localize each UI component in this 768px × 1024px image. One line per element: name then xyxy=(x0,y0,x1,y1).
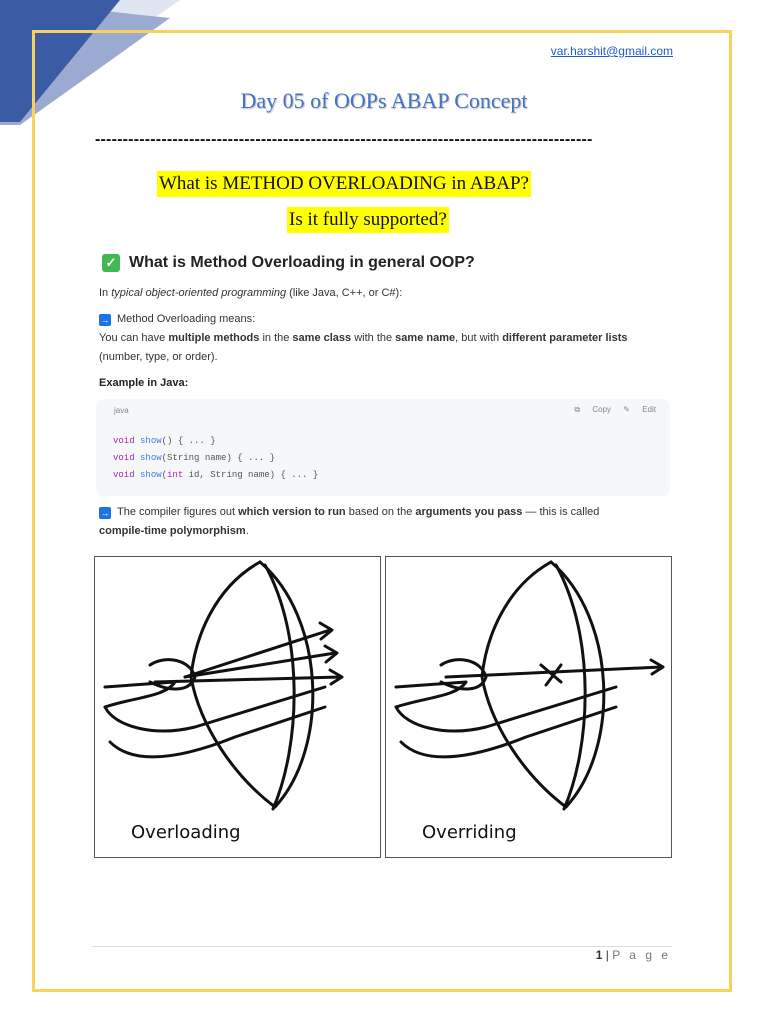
intro-text xyxy=(99,284,402,303)
question-supported: Is it fully supported? xyxy=(287,207,449,233)
code-block xyxy=(96,399,670,496)
desc-part: with the xyxy=(351,332,396,344)
code-function: show xyxy=(140,453,162,463)
intro-prefix: In xyxy=(99,287,112,299)
code-keyword: void xyxy=(113,470,135,480)
arrow-icon: → xyxy=(100,508,110,518)
arrow-icon: → xyxy=(100,315,110,325)
compile-bold: which version to run xyxy=(238,506,346,518)
compile-part: — this is called xyxy=(522,506,600,518)
desc-part: in the xyxy=(259,332,293,344)
footer-divider xyxy=(92,946,672,947)
desc-part: You can have xyxy=(99,332,169,344)
desc-bold: different parameter lists xyxy=(502,332,628,344)
edit-label: Edit xyxy=(642,405,656,414)
code-rest: ( xyxy=(161,470,168,480)
code-rest: id, String name) { ... } xyxy=(183,470,319,480)
compile-part: The compiler figures out xyxy=(117,506,239,518)
desc-bold: same name xyxy=(395,332,456,344)
code-function: show xyxy=(140,470,162,480)
example-label: Example in Java: xyxy=(99,377,189,389)
section-heading-text: What is Method Overloading in general OOP? xyxy=(129,254,475,271)
desc-bold: same class xyxy=(292,332,352,344)
code-rest: () { ... } xyxy=(161,436,216,446)
copy-label: Copy xyxy=(592,405,612,414)
edit-button[interactable]: ✎ Edit xyxy=(623,405,656,414)
desc-bold: multiple methods xyxy=(168,332,260,344)
code-keyword: int xyxy=(167,470,184,480)
intro-suffix: (like Java, C++, or C#): xyxy=(286,287,403,299)
section-heading xyxy=(102,254,475,272)
code-keyword: void xyxy=(113,453,135,463)
code-line xyxy=(113,436,216,446)
compile-bold: compile-time polymorphism xyxy=(99,525,246,537)
desc-part: , but with xyxy=(455,332,503,344)
page-number xyxy=(596,948,671,962)
meaning-label: Method Overloading xyxy=(117,313,217,325)
code-actions xyxy=(564,405,656,415)
code-language: java xyxy=(114,406,129,415)
compile-bold: arguments you pass xyxy=(415,506,523,518)
code-rest: (String name) { ... } xyxy=(161,453,276,463)
compile-part: . xyxy=(245,525,249,537)
overriding-label: Overriding xyxy=(422,822,517,843)
divider: ------------------------------------------------------------------------------------------ xyxy=(95,131,593,148)
check-icon: ✓ xyxy=(102,254,120,272)
overloading-image xyxy=(94,556,381,858)
intro-emphasis: typical object-oriented programming xyxy=(111,287,287,299)
meaning-line xyxy=(99,310,255,329)
overriding-image xyxy=(385,556,672,858)
meaning-suffix: means: xyxy=(216,313,256,325)
desc-part: (number, type, or order). xyxy=(99,351,218,363)
code-line xyxy=(113,453,275,463)
overloading-label: Overloading xyxy=(131,822,241,843)
page-number-value: 1 xyxy=(595,948,603,962)
question-method-overloading: What is METHOD OVERLOADING in ABAP? xyxy=(157,171,531,197)
compile-part: based on the xyxy=(345,506,416,518)
page-title: Day 05 of OOPs ABAP Concept xyxy=(240,88,528,113)
page-separator: | xyxy=(605,948,609,962)
code-keyword: void xyxy=(113,436,135,446)
description-text xyxy=(99,329,669,367)
copy-button[interactable]: ⧉ Copy xyxy=(574,405,612,414)
compile-text xyxy=(99,503,669,541)
email-link[interactable]: var.harshit@gmail.com xyxy=(550,44,673,58)
page-word: P a g e xyxy=(612,948,671,962)
code-line xyxy=(113,470,318,480)
code-function: show xyxy=(140,436,162,446)
